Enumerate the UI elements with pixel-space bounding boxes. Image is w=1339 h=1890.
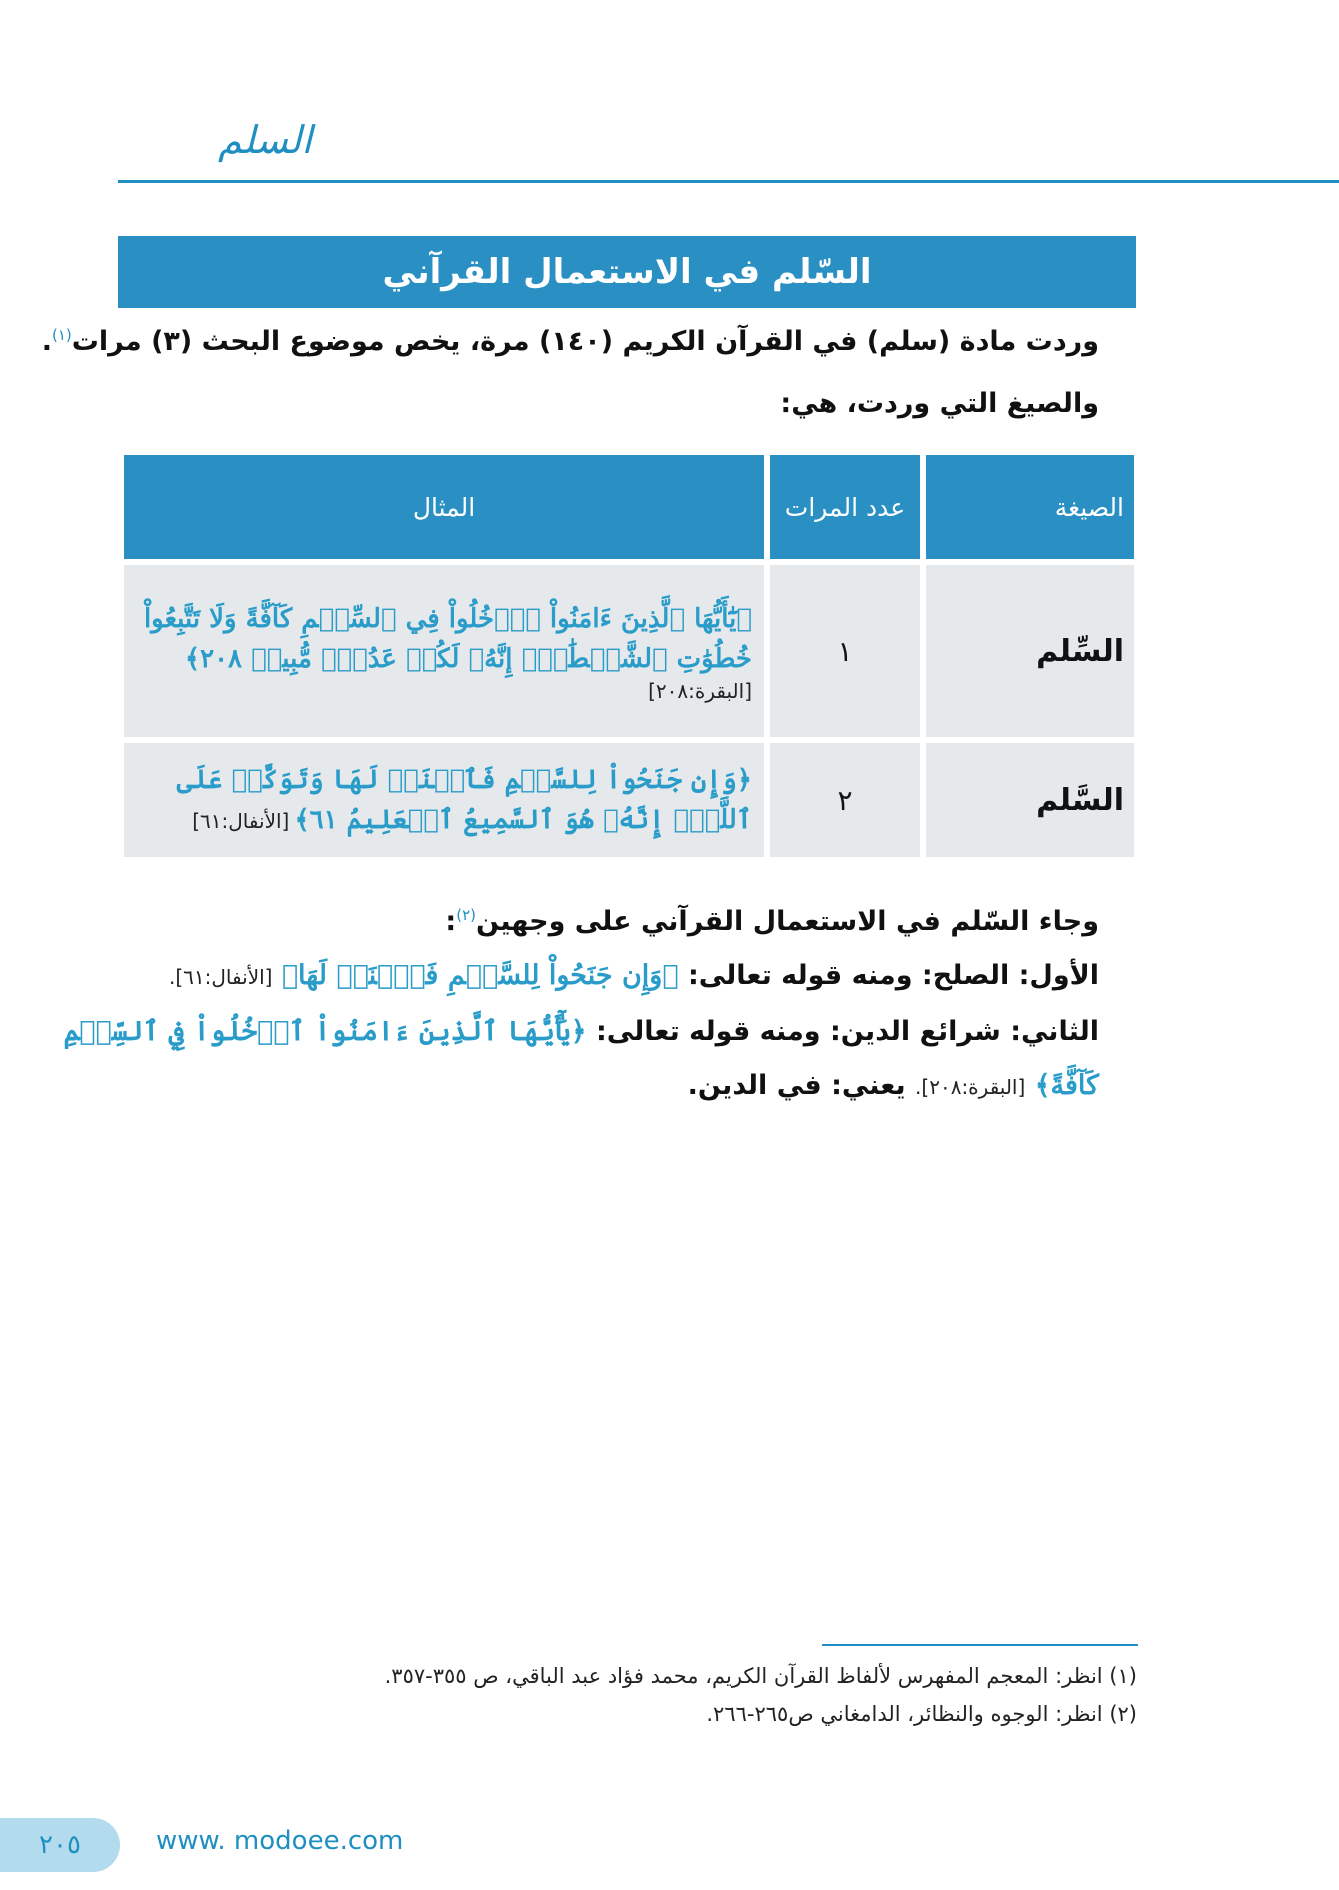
- meanings-intro-text: وجاء السّلم في الاستعمال القرآني على وجهين: [476, 906, 1099, 937]
- row-example: [124, 743, 764, 857]
- header-example: المثال: [124, 455, 764, 559]
- footnote-2: (٢) انظر: الوجوه والنظائر، الدامغاني ص٢٦٥-٢٦٦.: [706, 1702, 1137, 1726]
- meaning-first: [169, 960, 1099, 991]
- table-header-row: [124, 455, 1134, 559]
- meaning-second-tail: يعني: في الدين.: [687, 1070, 906, 1101]
- website-link[interactable]: www. modoee.com: [156, 1826, 404, 1856]
- section-title: السّلم في الاستعمال القرآني: [118, 236, 1136, 308]
- row-form: السَّلم: [926, 743, 1134, 857]
- table-row: [124, 743, 1134, 857]
- table-row: [124, 565, 1134, 737]
- header-count: عدد المرات: [770, 455, 920, 559]
- forms-table: [118, 449, 1140, 863]
- verse-reference: [البقرة:٢٠٨]: [648, 679, 752, 703]
- intro-line-2: والصيغ التي وردت، هي:: [780, 388, 1099, 419]
- meanings-intro-end: :: [445, 906, 457, 937]
- footnote-ref-1[interactable]: (١): [52, 326, 72, 344]
- page-number: ٢٠٥: [0, 1818, 120, 1872]
- quran-verse: ﴿يَٰٓأَيُّهَا ٱلَّذِينَ ءَامَنُواْ ٱدۡخُلُواْ فِي ٱلسِّلۡمِ كَآفَّةً وَلَا تَتَّبِعُواْ خُطُوَٰتِ ٱلشَّيۡطَٰنِۚ إِنَّهُۥ لَكُمۡ عَدُوّٞ مُّبِينٞ ٢٠٨﴾: [143, 604, 752, 674]
- row-count: ٢: [770, 743, 920, 857]
- meaning-second-verse: ﴿يَٰٓأَيُّهَا ٱلَّذِينَ ءَامَنُواْ ٱدۡخُلُواْ فِي ٱلسِّلۡمِ: [63, 1016, 587, 1047]
- verse-reference: [الأنفال:٦١]: [192, 809, 290, 833]
- footnote-ref-2[interactable]: (٢): [456, 906, 477, 924]
- meaning-second-cont: [688, 1070, 1099, 1101]
- header-form: الصيغة: [926, 455, 1134, 559]
- meaning-first-ref: [الأنفال:٦١].: [168, 965, 273, 989]
- intro-line-1-text: وردت مادة (سلم) في القرآن الكريم (١٤٠) مرة، يخص موضوع البحث (٣) مرات: [71, 326, 1099, 357]
- meaning-first-label: الأول:: [1018, 960, 1099, 991]
- intro-line-1: [42, 326, 1099, 357]
- footnote-1: (١) انظر: المعجم المفهرس لألفاظ القرآن الكريم، محمد فؤاد عبد الباقي، ص ٣٥٥-٣٥٧.: [384, 1664, 1137, 1688]
- quran-verse: ﴿وَإِن جَنَحُواْ لِلسَّلۡمِ فَٱجۡنَحۡ لَهَا وَتَوَكَّلۡ عَلَى ٱللَّهِۚ إِنَّهُۥ هُوَ ٱلسَّمِيعُ ٱلۡعَلِيمُ ٦١﴾: [176, 765, 752, 835]
- meaning-second-ref: [البقرة:٢٠٨].: [915, 1075, 1026, 1099]
- meaning-second-verse-end: كَآفَّةً﴾: [1034, 1070, 1099, 1101]
- footnote-separator: [822, 1644, 1138, 1646]
- intro-line-1-end: .: [41, 326, 52, 357]
- meaning-second-label: الثاني:: [1010, 1016, 1099, 1047]
- row-count: ١: [770, 565, 920, 737]
- meaning-first-verse: ﴿وَإِن جَنَحُواْ لِلسَّلۡمِ فَٱجۡنَحۡ لَهَا﴾: [281, 960, 679, 991]
- running-header-title: السلم: [218, 118, 312, 162]
- meaning-second: [63, 1016, 1099, 1047]
- meaning-first-text: الصلح: ومنه قوله تعالى:: [687, 960, 1010, 991]
- row-example: [124, 565, 764, 737]
- meanings-intro: [445, 906, 1099, 937]
- header-rule: [118, 180, 1339, 183]
- row-form: السِّلم: [926, 565, 1134, 737]
- meaning-second-text: شرائع الدين: ومنه قوله تعالى:: [595, 1016, 1001, 1047]
